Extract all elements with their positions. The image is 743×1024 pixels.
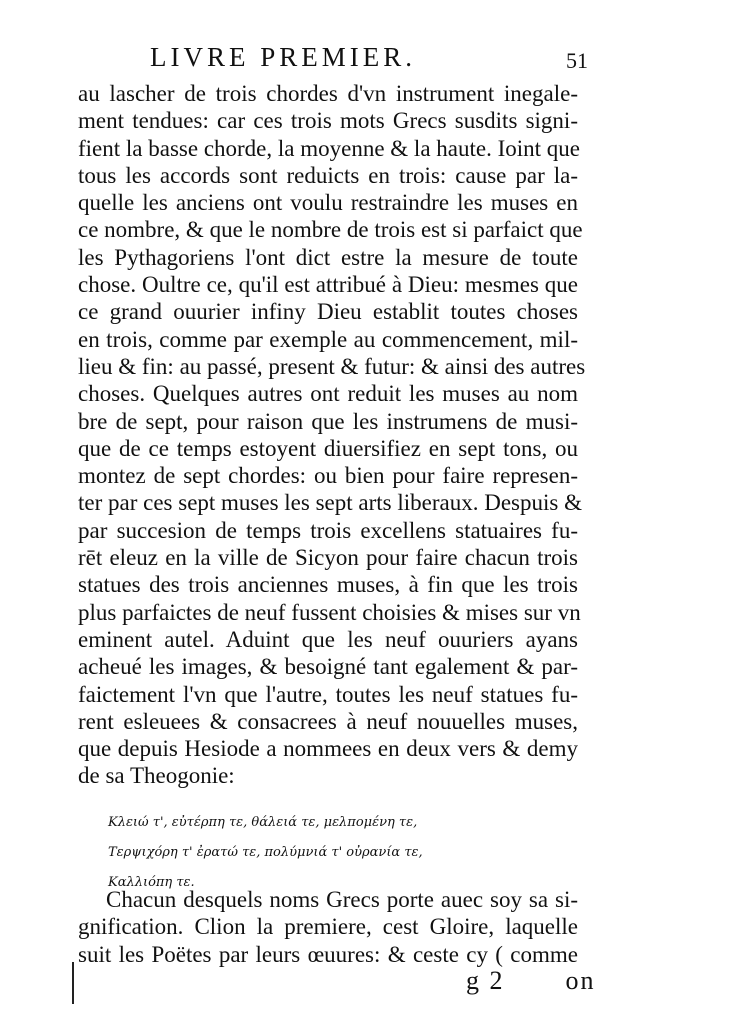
text-line: faictement l'vn que l'autre, toutes les neuf statues fu- xyxy=(78,681,578,707)
text-line: ce nombre, & que le nombre de trois est si parfaict que xyxy=(78,217,583,243)
catchword: on xyxy=(565,966,596,995)
signature-mark: g 2 xyxy=(466,966,505,995)
text-line: de sa Theogonie: xyxy=(78,763,235,789)
text-line: les Pythagoriens l'ont dict estre la mesure de toute xyxy=(78,244,578,270)
text-line: en trois, comme par exemple au commencement, mil- xyxy=(78,326,578,352)
text-line: Chacun desquels noms Grecs porte auec soy sa si- xyxy=(106,887,578,912)
text-line: montez de sept chordes: ou bien pour faire represen- xyxy=(78,463,578,489)
text-line: lieu & fin: au passé, present & futur: & ainsi des autres xyxy=(78,353,586,379)
main-text-block xyxy=(78,80,586,790)
greek-verse-line: Κλειώ τ', εὐτέρπη τε, θάλειά τε, μελπομένη τε, xyxy=(108,815,418,830)
text-line: chose. Oultre ce, qu'il est attribué à Dieu: mesmes que xyxy=(78,272,578,298)
text-line: que de ce temps estoyent diuersifiez en sept tons, ou xyxy=(78,435,578,461)
page-number: 51 xyxy=(566,48,588,73)
greek-verse-block xyxy=(108,808,548,898)
text-line: ment tendues: car ces trois mots Grecs susdits signi- xyxy=(78,108,578,134)
text-line: statues des trois anciennes muses, à fin que les trois xyxy=(78,572,578,598)
text-line: acheué les images, & besoigné tant egalement & par- xyxy=(78,654,578,680)
text-line: rent esleuees & consacrees à neuf nouuelles muses, xyxy=(78,708,578,734)
text-line: ter par ces sept muses les sept arts liberaux. Despuis & xyxy=(78,490,582,516)
text-line: rēt eleuz en la ville de Sicyon pour faire chacun trois xyxy=(78,545,578,571)
text-line: ce grand ouurier infiny Dieu establit toutes choses xyxy=(78,299,578,325)
signature-and-catchword xyxy=(466,966,596,996)
text-line: fient la basse chorde, la moyenne & la haute. Ioint que xyxy=(78,135,580,161)
text-line: plus parfaictes de neuf fussent choisies & mises sur vn xyxy=(78,599,581,625)
text-line: choses. Quelques autres ont reduit les muses au nom xyxy=(78,381,578,407)
closing-text-block xyxy=(78,886,578,968)
gutter-rule xyxy=(72,962,74,1004)
text-line: eminent autel. Aduint que les neuf ouuriers ayans xyxy=(78,626,578,652)
greek-verse-line: Τερψιχόρη τ' ἐρατώ τε, πολύμνιά τ' οὐρανία τε, xyxy=(108,845,423,860)
running-title: LIVRE PREMIER. xyxy=(150,42,417,72)
text-line: gnification. Clion la premiere, cest Gloire, laquelle xyxy=(78,914,578,940)
text-line: tous les accords sont reduicts en trois: cause par la- xyxy=(78,162,578,188)
text-line: suit les Poëtes par leurs œuures: & ceste cy ( comme xyxy=(78,941,578,967)
text-line: par succesion de temps trois excellens statuaires fu- xyxy=(78,517,578,543)
greek-verse-line: Καλλιόπη τε. xyxy=(108,875,195,890)
text-line: que depuis Hesiode a nommees en deux vers & demy xyxy=(78,736,578,762)
text-line: bre de sept, pour raison que les instrumens de musi- xyxy=(78,408,578,434)
text-line: au lascher de trois chordes d'vn instrument inegale- xyxy=(78,81,578,106)
text-line: quelle les anciens ont voulu restraindre les muses en xyxy=(78,190,578,216)
